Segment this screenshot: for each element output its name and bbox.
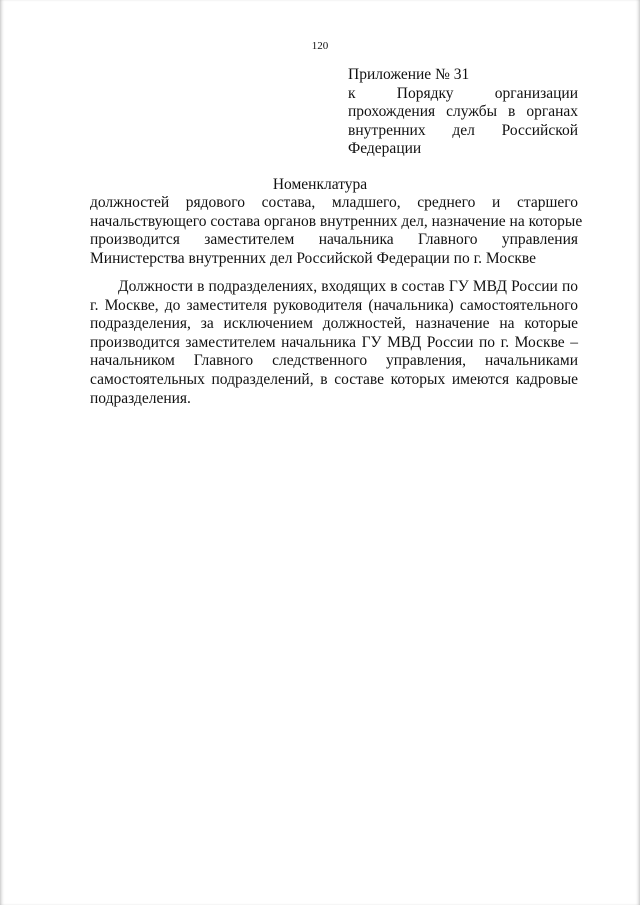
paragraph-line: самостоятельных подразделений, в составе которых имеются кадровые <box>90 370 578 388</box>
document-subtitle <box>90 194 583 268</box>
paragraph-line: г. Москве, до заместителя руководителя (начальника) самостоятельного <box>90 296 578 314</box>
document-heading: Номенклатура <box>272 176 368 193</box>
subtitle-line: должностей рядового состава, младшего, среднего и старшего <box>90 194 578 211</box>
page-number: 120 <box>311 40 329 52</box>
paragraph-line: подразделения, за исключением должностей, назначение на которые <box>90 315 578 333</box>
appendix-line: внутренних дел Российской <box>348 121 578 139</box>
appendix-title: Приложение № 31 <box>348 66 470 83</box>
subtitle-line: начальствующего состава органов внутренних дел, назначение на которые <box>90 212 583 230</box>
appendix-line: Федерации <box>348 140 422 158</box>
appendix-line: к Порядку организации <box>348 84 578 102</box>
appendix-header <box>348 66 578 159</box>
appendix-line: прохождения службы в органах <box>348 103 578 121</box>
paragraph-line: начальником Главного следственного управления, начальниками <box>90 352 578 370</box>
paragraph-line: Должности в подразделениях, входящих в состав ГУ МВД России по <box>118 278 578 295</box>
subtitle-line: производится заместителем начальника Главного управления <box>90 231 578 249</box>
body-paragraph <box>90 278 578 408</box>
paragraph-line: производится заместителем начальника ГУ МВД России по г. Москве – <box>90 333 578 351</box>
paragraph-line: подразделения. <box>90 389 191 407</box>
subtitle-line: Министерства внутренних дел Российской Федерации по г. Москве <box>90 249 536 267</box>
